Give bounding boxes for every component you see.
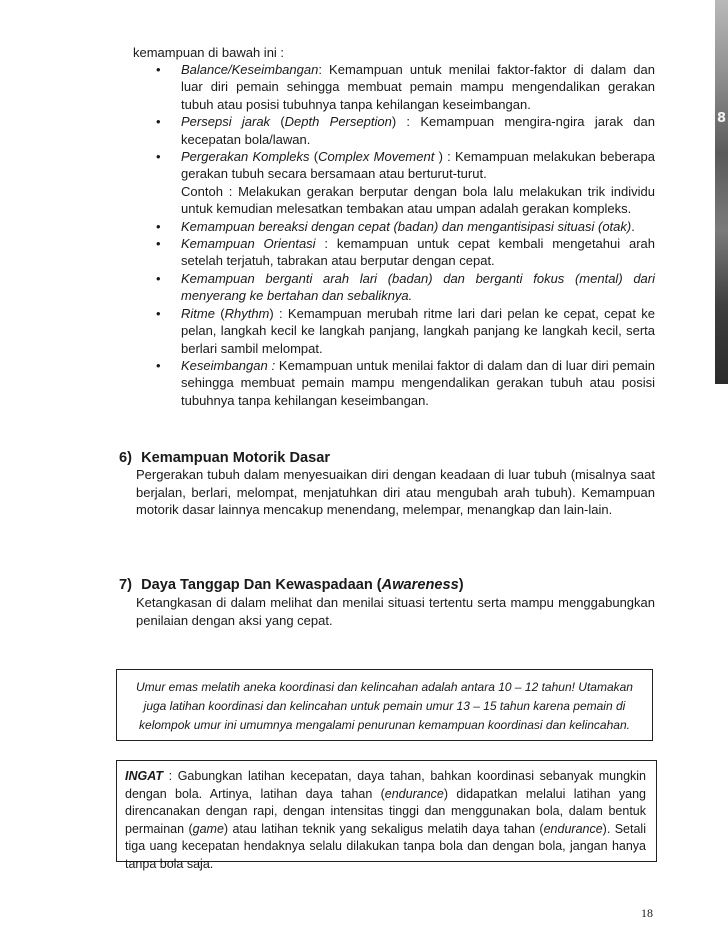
section-title: Daya Tanggap Dan Kewaspadaan ( [141,577,382,593]
list-item [150,218,655,235]
list-item: • Pergerakan Kompleks (Complex Movement ) : Kemampuan melakukan beberapa gerakan tubuh secara bersamaan atau berturut-turut. Contoh : Melakukan gerakan berputar dengan bola lalu melakukan trik individu untuk kemudian melesatkan tembakan atau umpan adalah gerakan kompleks. [150,148,655,218]
side-photo-fragment [715,0,728,384]
ability-list [150,61,655,409]
item-term: Balance/Keseimbangan [181,62,319,77]
callout-golden-age [116,669,653,741]
section-title: Kemampuan Motorik Dasar [141,450,331,466]
item-term: Keseimbangan : [181,357,276,373]
list-item: • Persepsi jarak (Depth Perseption) : Kemampuan mengira-ngira jarak dan kecepatan bola/lawan. [150,113,655,148]
item-example: Contoh : Melakukan gerakan berputar dengan bola lalu melakukan trik individu untuk kemudian melesatkan tembakan atau umpan adalah gerakan kompleks. [181,183,655,217]
item-desc: ) : Kemampuan mengira-ngira jarak dan kecepatan bola/lawan. [181,114,655,147]
item-term: Kemampuan berganti arah lari (badan) dan berganti fokus (mental) dari menyerang ke bertahan dan sebaliknya. [181,270,655,304]
item-desc: : Kemampuan untuk menilai faktor-faktor di dalam dan luar diri pemain sehingga membuat pemain mampu mengendalikan gerakan tubuh atau posisi tubuhnya tanpa kehilangan keseimbangan. [181,62,655,112]
item-desc: : kemampuan untuk cepat kembali mengetahui arah setelah terjatuh, tabrakan atau berputar dengan cepat. [181,236,655,269]
list-item: • Ritme (Rhythm) : Kemampuan merubah ritme lari dari pelan ke cepat, cepat ke pelan, langkah kecil ke langkah panjang, langkah panjang ke langkah kecil, serta berlari sambil melompat. [150,305,655,357]
callout-line: juga latihan koordinasi dan kelincahan untuk pemain umur 13 – 15 tahun karena pemain di [143,699,626,713]
callout-line: kelompok umur ini umumnya mengalami penurunan kemampuan koordinasi dan kelincahan. [139,718,630,732]
item-term: Persepsi jarak [181,114,271,130]
item-desc: ) : Kemampuan merubah ritme lari dari pelan ke cepat, cepat ke pelan, langkah kecil ke langkah panjang, langkah panjang ke langkah kecil, serta berlari sambil melompat. [181,305,655,356]
item-term: Kemampuan Orientasi [181,236,316,252]
section-number: 6) [119,450,132,466]
section-title-em: Awareness [381,577,459,593]
item-term-en: Rhythm [224,305,270,321]
intro-text: kemampuan di bawah ini : [133,45,285,60]
list-item [150,61,655,113]
section-6-heading [119,449,330,467]
list-item [150,270,655,305]
item-term-en: Depth Perseption [284,114,392,130]
item-term: Ritme [181,305,215,321]
photo-fragment-text: 8 [717,111,727,126]
item-term: Pergerakan Kompleks [181,149,310,165]
section-7-heading: 7) Daya Tanggap Dan Kewaspadaan (Awareness) [119,577,464,593]
item-desc: . [631,218,635,234]
list-item [150,357,655,409]
section-6-body: Pergerakan tubuh dalam menyesuaikan diri dengan keadaan di luar tubuh (misalnya saat berjalan, berlari, melompat, menjatuhkan diri atau mengubah arah tubuh). Kemampuan motorik dasar lainnya mencakup menendang, melempar, menangkap dan lain-lain. [136,467,655,518]
item-term: Kemampuan bereaksi dengan cepat (badan) dan mengantisipasi situasi (otak) [181,218,632,234]
callout-ingat: INGAT : Gabungkan latihan kecepatan, daya tahan, bahkan koordinasi sebanyak mungkin dengan bola. Artinya, latihan daya tahan (endurance) didapatkan melalui latihan yang direncanakan dengan rapi, dengan intensitas tinggi dan menggunakan bola, dalam bentuk permainan (game) atau latihan teknik yang sekaligus melatih daya tahan (endurance). Setali tiga uang kecepatan hendaknya selalu dilakukan tanpa bola dan dengan bola, jangan hanya tanpa bola saja. [116,760,657,862]
callout-label: INGAT [125,769,163,783]
list-item [150,235,655,270]
callout-line: Umur emas melatih aneka koordinasi dan kelincahan adalah antara 10 – 12 tahun! Utamakan [136,680,633,694]
section-7-body: Ketangkasan di dalam melihat dan menilai situasi tertentu serta mampu menggabungkan penilaian dengan aksi yang cepat. [136,595,655,628]
item-desc: ) : Kemampuan melakukan beberapa gerakan tubuh secara bersamaan atau berturut-turut. [181,149,655,182]
section-number: 7) [119,577,132,593]
item-term-en: Complex Movement [318,149,435,165]
item-desc: Kemampuan untuk menilai faktor di dalam dan di luar diri pemain sehingga membuat pemain mampu mengendalikan gerakan tubuh atau posisi tubuhnya tanpa kehilangan keseimbangan. [181,357,656,408]
page-number: 18 [641,906,653,920]
